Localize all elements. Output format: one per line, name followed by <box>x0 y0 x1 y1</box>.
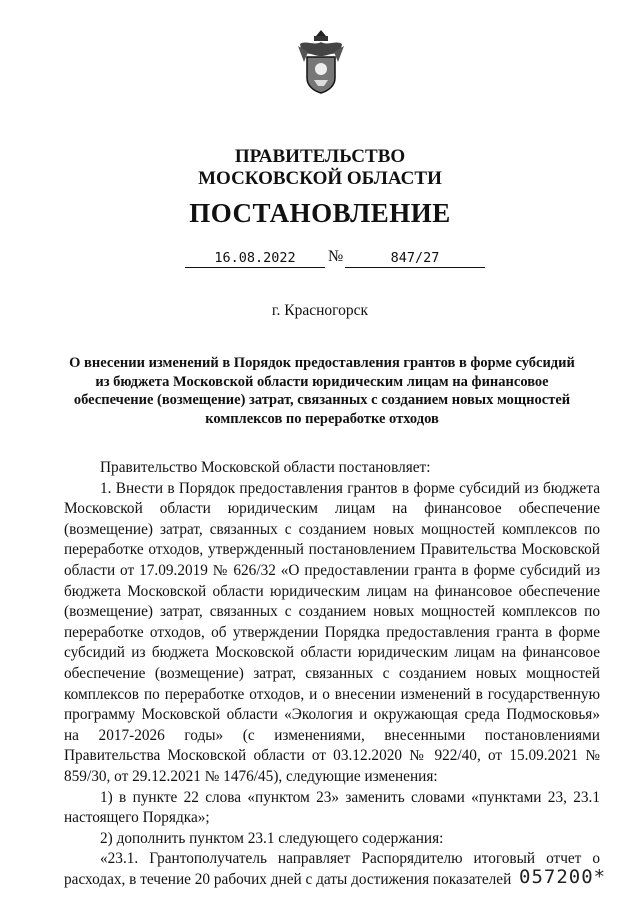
document-date: 16.08.2022 <box>185 250 325 268</box>
document-type: ПОСТАНОВЛЕНИЕ <box>189 198 451 228</box>
serial-number-stamp: 057200* <box>519 866 607 888</box>
city: г. Красногорск <box>271 302 369 319</box>
paragraph-item-1: 1. Внести в Порядок предоставления грантов в форме субсидий из бюджета Московской области юридическим лицам на финансовое обеспечение (возмещение) затрат, связанных с созданием новых мощностей комплексов по переработке отходов, утвержденный постановлением Правительства Московской области от 17.09.2019 № 626/32 «О предоставлении гранта в форме субсидий из бюджета Московской области юридическим лицам на финансовое обеспечение (возмещение) затрат, связанных с созданием новых мощностей комплексов по переработке отходов, об утверждении Порядка предоставления гранта в форме субсидий из бюджета Московской области юридическим лицам на финансовое обеспечение (возмещение) затрат, связанных с созданием новых мощностей комплексов по переработке отходов, и о внесении изменений в государственную программу Московской области «Экология и окружающая среда Подмосковья» на 2017-2026 годы» (с изменениями, внесенными постановлениями Правительства Московской области от 03.12.2020 № 922/40, от 15.09.2021 № 859/30, от 29.12.2021 № 1476/45), следующие изменения: <box>64 479 600 785</box>
paragraph-subitem-1: 1) в пункте 22 слова «пунктом 23» заменить словами «пунктами 23, 23.1 настоящего Порядка»; <box>64 788 600 827</box>
date-number-line <box>185 250 485 270</box>
document-body <box>64 458 600 890</box>
paragraph-intro: Правительство Московской области постановляет: <box>100 459 431 476</box>
paragraph-clause-23-1: «23.1. Грантополучатель направляет Распорядителю итоговый отчет о расходах, в течение 20 рабочих дней с даты достижения показателей <box>64 850 600 888</box>
authority-name-line-1: ПРАВИТЕЛЬСТВО <box>234 146 406 167</box>
number-sign: № <box>328 248 344 265</box>
coat-of-arms-icon <box>296 28 346 96</box>
paragraph-subitem-2: 2) дополнить пунктом 23.1 следующего содержания: <box>100 829 444 847</box>
document-title: О внесении изменений в Порядок предоставления грантов в форме субсидий из бюджета Московской области юридическим лицам на финансовое обеспечение (возмещение) затрат, связанных с созданием новых мощностей комплексов по переработке отходов <box>69 355 575 427</box>
authority-name-line-2: МОСКОВСКОЙ ОБЛАСТИ <box>198 168 442 189</box>
document-number: 847/27 <box>345 250 485 268</box>
